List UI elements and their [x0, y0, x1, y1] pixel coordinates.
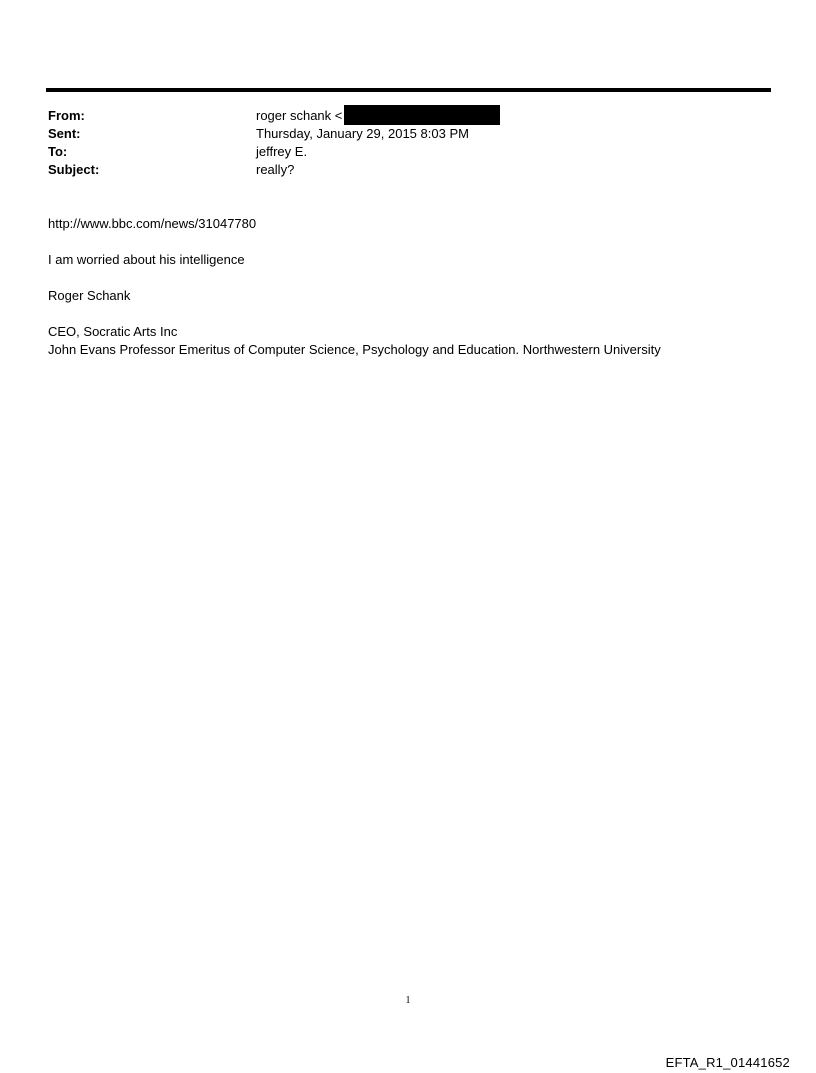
to-label: To:: [48, 144, 68, 159]
signature-name: Roger Schank: [48, 288, 131, 303]
signature-title-company: CEO, Socratic Arts Inc: [48, 324, 178, 339]
from-value: [256, 107, 500, 125]
subject-row: [48, 161, 748, 179]
redaction-block: [344, 105, 500, 125]
document-id: EFTA_R1_01441652: [665, 1055, 790, 1070]
subject-value: really?: [256, 162, 295, 177]
page-number: 1: [405, 995, 411, 1006]
body-link[interactable]: http://www.bbc.com/news/31047780: [48, 216, 257, 231]
signature-title-university: John Evans Professor Emeritus of Computer Science, Psychology and Education. Northwestern University: [48, 342, 661, 357]
sent-label: Sent:: [48, 126, 81, 141]
from-row: [48, 107, 748, 125]
sent-value: Thursday, January 29, 2015 8:03 PM: [256, 126, 469, 141]
to-value: jeffrey E.: [256, 144, 308, 159]
from-sender: roger schank <: [256, 108, 343, 123]
body-message: I am worried about his intelligence: [48, 252, 245, 267]
sent-row: [48, 125, 748, 143]
subject-label: Subject:: [48, 162, 100, 177]
from-label: From:: [48, 108, 85, 123]
to-row: [48, 143, 748, 161]
header-divider-rule: [46, 88, 771, 92]
